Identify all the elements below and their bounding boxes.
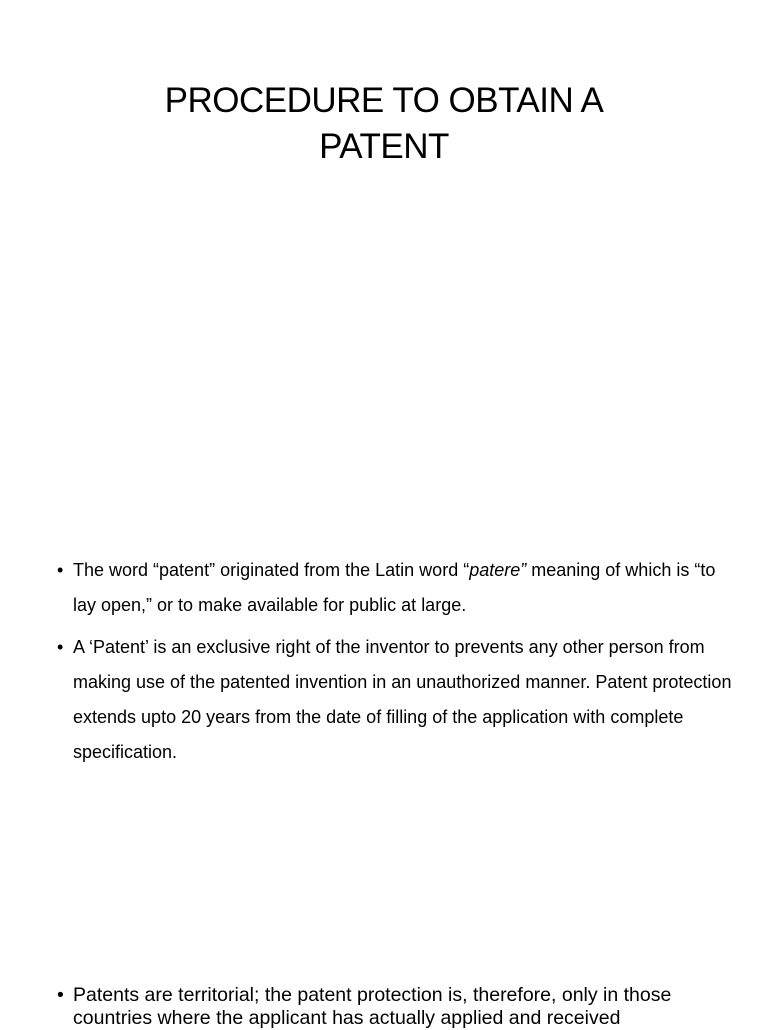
bullet-marker: • [57, 984, 64, 1006]
bullet-text: A ‘Patent’ is an exclusive right of the inventor to prevents any other person from making use of the patented invention in an unauthorized manner. Patent protection extends upto 20 years from the date of filling of the application with complete specification. [73, 637, 732, 762]
bullet-list-lower [0, 984, 768, 1030]
slide-title [0, 78, 768, 170]
bullet-item-definition [0, 630, 768, 770]
bullet-list [0, 553, 768, 777]
bullet-text-italic: patere” [469, 560, 527, 580]
bullet-text: Patents are territorial; the patent protection is, therefore, only in those countries where the applicant has actually applied and received [73, 984, 672, 1029]
bullet-text-before: The word “patent” originated from the Latin word “ [73, 560, 470, 580]
bullet-item-territorial [0, 984, 768, 1030]
bullet-marker: • [57, 637, 64, 657]
slide-title-line-2: PATENT [319, 127, 449, 166]
slide-title-line-1: PROCEDURE TO OBTAIN A [164, 81, 604, 120]
bullet-item-etymology [0, 553, 768, 623]
bullet-text-after: meaning of which is “to lay open,” or to make available for public at large. [73, 560, 716, 615]
bullet-marker: • [57, 560, 64, 580]
